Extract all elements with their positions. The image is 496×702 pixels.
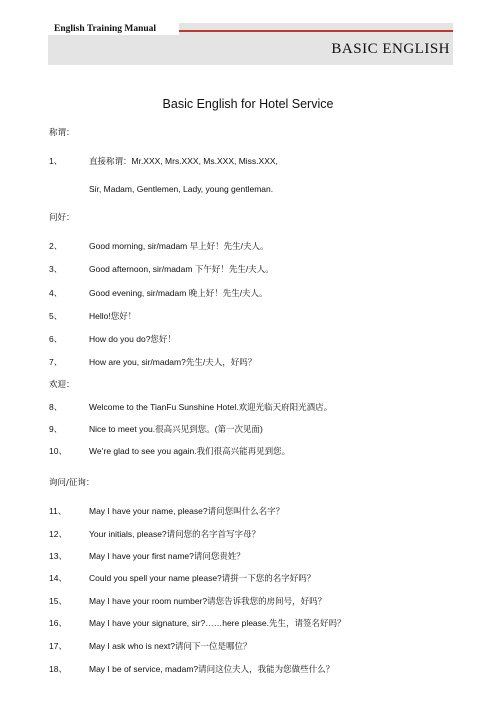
- section-heading: 询问/征询：: [49, 478, 95, 488]
- item-number: 10、: [49, 446, 67, 456]
- item-text: May I have your room number?请您告诉我您的房间号，好吗？: [89, 596, 327, 606]
- item-text: May I ask who is next?请问下一位是哪位？: [89, 641, 252, 651]
- item-text: Could you spell your name please?请拼一下您的名字好吗？: [89, 573, 316, 583]
- item-number: 8、: [49, 402, 63, 412]
- item-text: Welcome to the TianFu Sunshine Hotel.欢迎光临天府阳光酒店。: [89, 402, 333, 412]
- item-text: How do you do?您好！: [89, 334, 176, 344]
- item-number: 9、: [49, 424, 63, 434]
- section-heading: 称谓：: [49, 128, 75, 138]
- item-number: 1、: [49, 156, 63, 166]
- manual-title: English Training Manual: [48, 23, 179, 35]
- item-number: 17、: [49, 641, 67, 651]
- item-number: 16、: [49, 618, 67, 628]
- item-text: Nice to meet you.很高兴见到您。(第一次见面): [89, 424, 263, 434]
- item-text: May I be of service, madam?请问这位夫人，我能为您做些什么？: [89, 664, 335, 674]
- item-number: 7、: [49, 357, 63, 367]
- item-number: 5、: [49, 311, 63, 321]
- item-text: Hello!您好！: [89, 311, 137, 321]
- item-number: 6、: [49, 334, 63, 344]
- section-heading: 问好：: [49, 213, 75, 223]
- item-text: Good morning, sir/madam 早上好！先生/夫人。: [89, 241, 269, 251]
- item-number: 2、: [49, 241, 63, 251]
- item-number: 4、: [49, 288, 63, 298]
- item-number: 3、: [49, 264, 63, 274]
- item-number: 14、: [49, 573, 67, 583]
- item-number: 11、: [49, 506, 67, 516]
- item-text: Sir, Madam, Gentlemen, Lady, young gentleman.: [89, 184, 274, 194]
- item-text: May I have your name, please?请问您叫什么名字？: [89, 506, 285, 516]
- item-number: 12、: [49, 529, 67, 539]
- item-text: Your initials, please?请问您的名字首写字母？: [89, 529, 261, 539]
- section-heading: 欢迎：: [49, 380, 75, 390]
- item-text: 直接称谓：Mr.XXX, Mrs.XXX, Ms.XXX, Miss.XXX,: [89, 156, 278, 166]
- section-title: BASIC ENGLISH: [331, 41, 450, 57]
- page-title: Basic English for Hotel Service: [162, 97, 334, 111]
- item-text: Good evening, sir/madam 晚上好！先生/夫人。: [89, 288, 268, 298]
- item-text: Good afternoon, sir/madam 下午好！先生/夫人。: [89, 264, 274, 274]
- header-rule: [179, 30, 453, 32]
- item-number: 15、: [49, 596, 67, 606]
- item-text: We’re glad to see you again.我们很高兴能再见到您。: [89, 446, 291, 456]
- item-number: 13、: [49, 551, 67, 561]
- item-text: May I have your signature, sir?……here please.先生，请签名好吗？: [89, 618, 346, 628]
- item-text: How are you, sir/madam?先生/夫人，好吗？: [89, 357, 257, 367]
- item-text: May I have your first name?请问您贵姓？: [89, 551, 245, 561]
- item-number: 18、: [49, 664, 67, 674]
